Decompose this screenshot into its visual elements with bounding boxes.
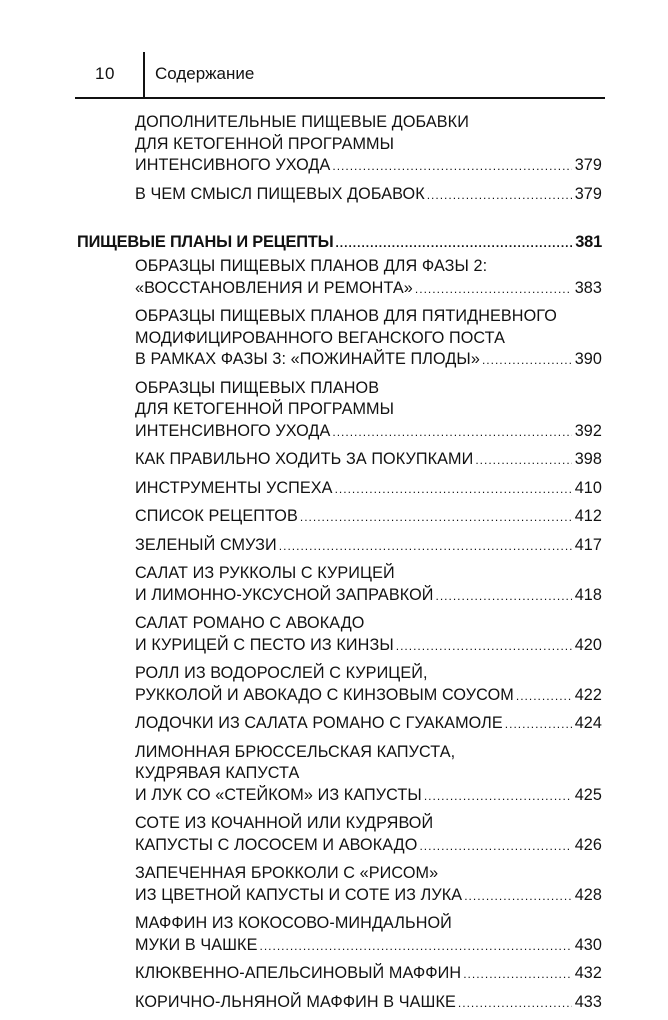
toc-entry-line: САЛАТ РОМАНО С АВОКАДО [135, 614, 365, 632]
toc-entry-line: РУККОЛОЙ И АВОКАДО С КИНЗОВЫМ СОУСОМ [135, 685, 514, 704]
toc-entry-line: ИНТЕНСИВНОГО УХОДА [135, 421, 331, 440]
toc-entry-last-line [77, 231, 602, 253]
toc-page-number: 390 [574, 350, 602, 368]
toc-entry-line: ОБРАЗЦЫ ПИЩЕВЫХ ПЛАНОВ [135, 378, 380, 397]
toc-entry-last-line [135, 685, 602, 707]
toc-entry-line: И ЛУК СО «СТЕЙКОМ» ИЗ КАПУСТЫ [135, 785, 422, 804]
toc-page-number: 410 [574, 478, 602, 497]
toc-entry-line: САЛАТ ИЗ РУККОЛЫ С КУРИЦЕЙ [135, 564, 395, 582]
toc-entry-last-line [135, 585, 602, 607]
toc-entry-line: ИНТЕНСИВНОГО УХОДА [135, 156, 331, 174]
toc-page-number: 398 [574, 450, 602, 468]
dot-leader [259, 940, 571, 952]
dot-leader [436, 590, 572, 602]
toc-entry-last-line [135, 635, 602, 657]
dot-leader [396, 640, 572, 652]
toc-page-number: 425 [574, 785, 602, 804]
toc-entry-line: СПИСОК РЕЦЕПТОВ [135, 507, 298, 525]
dot-leader [424, 790, 572, 802]
toc-part-entry [77, 231, 602, 253]
toc-page-number: 428 [574, 885, 602, 904]
dot-leader [464, 890, 571, 902]
toc-entry-line: СОТЕ ИЗ КОЧАННОЙ ИЛИ КУДРЯВОЙ [135, 814, 434, 832]
table-of-contents [0, 112, 668, 1020]
toc-entry [135, 378, 602, 443]
dot-leader [475, 454, 571, 466]
dot-leader [427, 189, 572, 201]
toc-entry [135, 863, 602, 906]
toc-entry [135, 506, 602, 528]
toc-page-number: 417 [574, 535, 602, 554]
toc-page-number: 420 [574, 635, 602, 654]
toc-entry-line: КАПУСТЫ С ЛОСОСЕМ И АВОКАДО [135, 835, 418, 854]
toc-page-number: 379 [574, 156, 602, 174]
dot-leader [415, 283, 572, 295]
toc-entry [135, 256, 602, 299]
toc-entry-line: В РАМКАХ ФАЗЫ 3: «ПОЖИНАЙТЕ ПЛОДЫ» [135, 350, 480, 368]
toc-entry-line: КАК ПРАВИЛЬНО ХОДИТЬ ЗА ПОКУПКАМИ [135, 450, 474, 468]
toc-entry [135, 663, 602, 706]
toc-entry-last-line [135, 963, 602, 985]
toc-entry-last-line [135, 478, 602, 500]
toc-entry-line: РОЛЛ ИЗ ВОДОРОСЛЕЙ С КУРИЦЕЙ, [135, 664, 428, 682]
header-divider [143, 52, 145, 98]
toc-entry-line: ОБРАЗЦЫ ПИЩЕВЫХ ПЛАНОВ ДЛЯ ПЯТИДНЕВНОГО [135, 307, 557, 325]
toc-page-number: 430 [574, 935, 602, 954]
toc-entry-last-line [135, 935, 602, 957]
toc-entry [135, 184, 602, 206]
toc-page-number: 424 [574, 714, 602, 732]
toc-entry-line: ЗАПЕЧЕННАЯ БРОККОЛИ С «РИСОМ» [135, 864, 439, 882]
toc-page-number: 418 [574, 585, 602, 604]
toc-entry-line: ЛИМОННАЯ БРЮССЕЛЬСКАЯ КАПУСТА, [135, 742, 456, 761]
dot-leader [279, 540, 572, 552]
toc-entry [135, 306, 602, 371]
toc-entry-last-line [135, 349, 602, 371]
toc-entry-last-line [135, 785, 602, 807]
dot-leader [332, 426, 571, 438]
running-header [75, 52, 605, 98]
page-number: 10 [95, 64, 115, 83]
running-title: Содержание [155, 64, 255, 83]
toc-entry [135, 613, 602, 656]
dot-leader [335, 483, 572, 495]
toc-entry-last-line [135, 278, 602, 300]
toc-entry-line: КОРИЧНО-ЛЬНЯНОЙ МАФФИН В ЧАШКЕ [135, 992, 456, 1011]
toc-entry-last-line [135, 421, 602, 443]
toc-entry-line: КУДРЯВАЯ КАПУСТА [135, 764, 300, 782]
toc-entry [135, 478, 602, 500]
toc-entry [135, 963, 602, 985]
toc-page-number: 379 [574, 184, 602, 203]
toc-entry-line: ИНСТРУМЕНТЫ УСПЕХА [135, 478, 333, 497]
toc-entry-last-line [135, 992, 602, 1014]
toc-entry-last-line [135, 184, 602, 206]
toc-entry-line: МАФФИН ИЗ КОКОСОВО-МИНДАЛЬНОЙ [135, 914, 452, 932]
dot-leader [463, 968, 572, 980]
toc-entry [135, 112, 602, 177]
toc-page-number: 432 [574, 964, 602, 982]
toc-entry [135, 713, 602, 735]
toc-page-number: 383 [574, 278, 602, 297]
dot-leader [516, 690, 572, 702]
toc-entry-last-line [135, 835, 602, 857]
toc-entry [135, 742, 602, 807]
toc-entry [135, 992, 602, 1014]
toc-entry-line: И ЛИМОННО-УКСУСНОЙ ЗАПРАВКОЙ [135, 585, 434, 604]
toc-entry-line: И КУРИЦЕЙ С ПЕСТО ИЗ КИНЗЫ [135, 635, 394, 654]
toc-entry [135, 535, 602, 557]
toc-page-number: 381 [575, 233, 602, 251]
toc-entry-line: ДОПОЛНИТЕЛЬНЫЕ ПИЩЕВЫЕ ДОБАВКИ [135, 113, 469, 131]
toc-entry-line: В ЧЕМ СМЫСЛ ПИЩЕВЫХ ДОБАВОК [135, 184, 425, 203]
toc-page-number: 392 [574, 421, 602, 440]
toc-entry-line: ПИЩЕВЫЕ ПЛАНЫ И РЕЦЕПТЫ [77, 233, 334, 251]
dot-leader [505, 718, 572, 730]
dot-leader [300, 511, 572, 523]
header-rule [75, 97, 605, 99]
dot-leader [335, 237, 572, 249]
toc-entry [135, 813, 602, 856]
toc-entry-line: ОБРАЗЦЫ ПИЩЕВЫХ ПЛАНОВ ДЛЯ ФАЗЫ 2: [135, 257, 488, 275]
dot-leader [458, 997, 572, 1009]
toc-entry [135, 563, 602, 606]
toc-entry-last-line [135, 535, 602, 557]
toc-entry-line: «ВОССТАНОВЛЕНИЯ И РЕМОНТА» [135, 278, 413, 297]
toc-entry-last-line [135, 155, 602, 177]
toc-entry-line: МУКИ В ЧАШКЕ [135, 935, 258, 954]
toc-page-number: 422 [574, 685, 602, 704]
toc-entry-line: ДЛЯ КЕТОГЕННОЙ ПРОГРАММЫ [135, 400, 395, 418]
toc-entry-line: КЛЮКВЕННО-АПЕЛЬСИНОВЫЙ МАФФИН [135, 964, 462, 982]
toc-entry-last-line [135, 713, 602, 735]
toc-entry-line: ЗЕЛЕНЫЙ СМУЗИ [135, 535, 277, 554]
toc-entry-line: ИЗ ЦВЕТНОЙ КАПУСТЫ И СОТЕ ИЗ ЛУКА [135, 885, 463, 904]
toc-entry-line: МОДИФИЦИРОВАННОГО ВЕГАНСКОГО ПОСТА [135, 328, 506, 347]
toc-entry [135, 449, 602, 471]
toc-page-number: 426 [574, 835, 602, 854]
toc-entry-line: ДЛЯ КЕТОГЕННОЙ ПРОГРАММЫ [135, 134, 395, 153]
dot-leader [419, 840, 571, 852]
toc-entry-line: ЛОДОЧКИ ИЗ САЛАТА РОМАНО С ГУАКАМОЛЕ [135, 714, 503, 732]
dot-leader [332, 160, 571, 172]
dot-leader [482, 354, 572, 366]
toc-page-number: 433 [574, 992, 602, 1011]
toc-entry [135, 913, 602, 956]
toc-entry-last-line [135, 506, 602, 528]
toc-entry-last-line [135, 449, 602, 471]
toc-page-number: 412 [574, 507, 602, 525]
toc-entry-last-line [135, 885, 602, 907]
